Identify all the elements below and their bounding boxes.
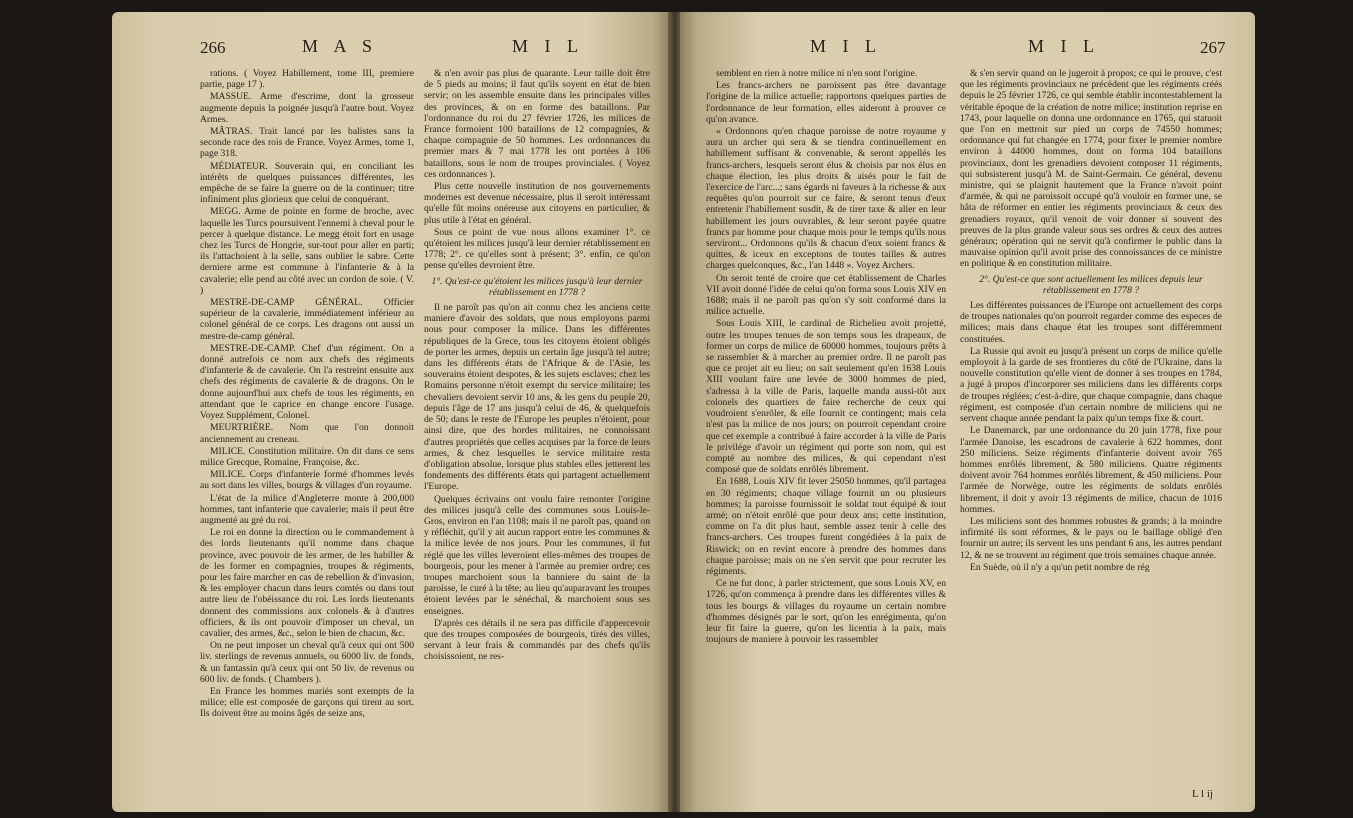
paragraph: Il ne paroît pas qu'on ait connu chez les anciens cette maniere d'avoir des soldats, que nous employons parmi nous pour composer la milice. Dans les différentes républiques de la Grece, tous les citoyens étoient obligés de porter les armes, depuis un certain âge jusqu'à tel autre; dans les différents états de l'Afrique & de l'Asie, les souverains étoient despotes, & les sujets esclaves; chez les Romains personne n'étoit exempt du service militaire; les chevaliers devoient servir 10 ans, & les gens du peuple 20, depuis l'âge de 17 ans jusqu'à celui de 46, & quelquefois de 50; dans le reste de l'Europe les peuples n'étoient, pour ainsi dire, que des hordes militaires, ne connoissant d'autres propriétés que celles acquises par la force de leurs armes, & chez lesquelles le service militaire resta d'obligation absolue, lorsque plus stables elles jetterent les fondements des différents états qui partagent actuellement l'Europe. xyxy=(424,302,650,493)
paragraph: rations. ( Voyez Habillement, tome III, premiere partie, page 17 ). xyxy=(200,68,414,91)
paragraph: En 1688, Louis XIV fit lever 25050 hommes, qu'il partagea en 30 régiments; chaque village fournit un ou plusieurs hommes; la paroisse fournissoit le soldat tout équipé & tout armé; on n'étoit enrôlé que pour deux ans; cette institution, comme on l'a dit plus haut, semble assez tenir à celle des francs-archers. Ces troupes furent congédiées à la paix de Riswick; on en revint encore à prendre des hommes dans chaque paroisse; mais on ne s'en servit que pour recruter les régiments. xyxy=(706,476,946,577)
paragraph: On ne peut imposer un cheval qu'à ceux qui ont 500 liv. sterlings de revenus annuels, ou 6000 liv. de fonds, & un fantassin qu'à ceux qui ont 50 liv. de revenus ou 600 liv. de fonds. ( Chambers ). xyxy=(200,640,414,685)
paragraph: D'après ces détails il ne sera pas difficile d'appercevoir que des troupes composées de bourgeois, tirés des villes, servant à leur frais & commandés par des chefs qu'ils choisissoient, ne res- xyxy=(424,617,650,663)
paragraph: On seroit tenté de croire que cet établissement de Charles VII avoit donné l'idée de celui qu'on forma sous Louis XIV en 1688; mais il ne paroît pas qu'on s'y soit conformé dans la milice actuelle. xyxy=(706,272,946,318)
paragraph: semblent en rien à notre milice ni n'en sont l'origine. xyxy=(716,68,918,79)
paragraph: Sous Louis XIII, le cardinal de Richelieu avoit projetté, outre les troupes tenues de son temps sous les drapeaux, de former un corps de milice de 60000 hommes, toujours prêts à se rassembler & à marcher au premier ordre. Il ne paroît pas que ce projet ait eu lieu; on sait seulement qu'en 1638 Louis XIII voulant faire une levée de 3000 hommes de pied, s'adressa à la ville de Paris, laquelle manda aussi-tôt aux colonels des quartiers de faire recherche de ceux qui voudroient s'enrôler, & elle fournit ce contingent; mais cela n'est pas la milice de nos jours; on pourroit cependant croire que cet exemple a contribué à faire accorder à la ville de Paris le privilége d'avoir un régiment qui porte son nom, qui est compté au nombre des milices, & qui cependant n'est composé que de soldats enrôlés librement. xyxy=(706,318,946,476)
paragraph: En Suède, où il n'y a qu'un petit nombre de rég xyxy=(970,561,1150,573)
paragraph: « Ordonnons qu'en chaque paroisse de notre royaume y aura un archer qui sera & se tiendra continuellement en habillement suffisant & convenable, & seront appellés les francs-archers, lesquels seront élus & choisis par nos élus en chaque élection, les plus droits & aisés pour le fait de l'exercice de l'arc...; sans égards ni faveurs à la richesse & aux requêtes qu'on pourroit sur ce faire, & seront tenus d'eux entretenir l'habillement susdit, & de tirer taxe & aller en leur habillement les jours ouvrables, & leur seront payée quatre francs par homme pour chaque mois pour le temps qu'ils nous serviront... Ordonnons qu'ils & chacun d'eux soient francs & quittes, & iceux en exceptons de toutes tailles & autres charges quelconques, &c., l'an 1448 ». Voyez Archers. xyxy=(706,126,946,272)
paragraph: Ce ne fut donc, à parler strictement, que sous Louis XV, en 1726, qu'on commença à prendre dans les différentes villes & tous les bourgs & villages du royaume un certain nombre d'hommes désignés par le sort, qu'on les enrégimenta, qu'on leur fit faire la guerre, qu'on les licentia à la paix, mais toujours de maniere à pouvoir les rassembler xyxy=(706,578,946,646)
page-number-left: 266 xyxy=(200,38,226,57)
left-page-column-2 xyxy=(424,68,650,794)
paragraph: Le Danemarck, par une ordonnance du 20 juin 1778, fixe pour l'armée Danoise, les escadrons de cavalerie à 622 hommes, dont 250 miliciens. Seize régiments d'infanterie doivent avoir 765 hommes enrôlés librement, & 580 miliciens. Quatre régiments doivent avoir 764 hommes enrôlés librement, & 450 miliciens. Pour l'armée de Norwège, outre les régiments de soldats enrôlés librement, il doit y avoir 13 régiments de milice, chacun de 1016 hommes. xyxy=(960,425,1222,515)
running-head-mil-right-2: M I L xyxy=(1028,36,1100,56)
paragraph: & s'en servir quand on le jugeroit à propos; ce qui le prouve, c'est que les régiments provinciaux ne précèdent que les régiments créés depuis le 25 février 1726, ce qui semble établir incontestablement la véritable époque de la création de notre milice; institution reprise en 1743, pour laquelle on donna une ordonnance en 1765, qui statuoit que l'on en mettroit sur pied un corps de 74550 hommes; ordonnance qui fut changée en 1774, pour fixer le premier nombre environ à 44000 hommes, dont on forma 104 bataillons provinciaux, dont les grenadiers devoient composer 11 régiments, qui subsisterent jusqu'à M. de Saint-Germain. Ce général, devenu ministre, qui se plaignit hautement que la France n'avoit point d'armée, & qui ne paroissoit occupé qu'à vouloir en former une, se hâta de réformer en entier les régiments provinciaux & ceux des grenadiers royaux, qu'il venoit de voir donner si souvent des preuves de la plus grande valeur sous ses ordres & ceux des autres généraux; opération qui ne servit qu'à confirmer le public dans la mauvaise opinion qu'il avoit prise des connoissances de ce ministre en politique & en constitution militaire. xyxy=(960,68,1222,270)
running-head-mil-left: M I L xyxy=(512,36,584,56)
paragraph: Sous ce point de vue nous allons examiner 1°. ce qu'étoient les milices jusqu'à leur dernier rétablissement en 1778; 2°. ce qu'elles sont à présent; 3°. enfin, ce qu'on pense qu'elles devroient être. xyxy=(424,226,650,272)
signature-mark: L l ij xyxy=(1192,788,1213,800)
left-page xyxy=(112,12,670,812)
right-page-column-1 xyxy=(706,68,946,794)
paragraph: Les francs-archers ne paroissent pas être davantage l'origine de la milice actuelle; rapportons quelques parties de l'ordonnance de leur formation, elles aideront à prouver ce qu'on avance. xyxy=(706,80,946,125)
page-number-right: 267 xyxy=(1200,38,1226,57)
paragraph: Les miliciens sont des hommes robustes & grands; à la moindre infirmité ils sont réformes, & le pays ou le baillage obligé d'en fournir un autre; ils servent les uns pendant 6 ans, les autres pendant 12, & ne se trouvent au régiment que trois semaines chaque année. xyxy=(960,515,1222,561)
paragraph: 2°. Qu'est-ce que sont actuellement les milices depuis leur rétablissement en 1778 ? xyxy=(979,273,1203,296)
paragraph: En France les hommes mariés sont exempts de la milice; elle est composée de garçons qui tirent au sort. Ils doivent être au moins âgés de seize ans, xyxy=(200,685,414,720)
left-page-column-1 xyxy=(200,68,414,794)
paragraph: MILICE. Corps d'infanterie formé d'hommes levés au sort dans les villes, bourgs & villages d'un royaume. xyxy=(200,469,414,492)
paragraph: La Russie qui avoit eu jusqu'à présent un corps de milice qu'elle employoit à la garde de ses frontieres du côté de l'Ukraine, dans la nouvelle constitution qu'elle vient de donner à ses troupes en 1784, a jugé à propos d'incorporer ses miliciens dans les différents corps de troupes réglées; c'est-à-dire, que chaque compagnie, dans chaque régiment, est composée d'un certain nombre de miliciens qui ne servent chaque année pendant la paix qu'un temps fixe & court. xyxy=(960,345,1222,425)
paragraph: MEURTRIÈRE. Nom que l'on donnoit anciennement au creneau. xyxy=(200,422,414,445)
paragraph: MASSUE. Arme d'escrime, dont la grosseur augmente depuis la poignée jusqu'à l'autre bout. Voyez Armes. xyxy=(200,91,414,125)
paragraph: Les différentes puissances de l'Europe ont actuellement des corps de troupes nationales qu'on pourroit regarder comme des especes de milices; mais dans chaque état les troupes sont différemment constituées. xyxy=(960,300,1222,345)
running-head-mil-right-1: M I L xyxy=(810,36,882,56)
paragraph: Plus cette nouvelle institution de nos gouvernements modernes est devenue nécessaire, plus il seroit intéressant qu'elle fût moins onéreuse aux citoyens en particulier, & plus utile à l'état en général. xyxy=(424,181,650,226)
paragraph: Le roi en donne la direction ou le commandement à des lords lieutenants qu'il nomme dans chaque province, avec pouvoir de les armer, de les habiller & de les former en compagnies, troupes & régiments, pour les faire marcher en cas de rebellion & d'invasion, & les employer chacun dans leurs comtés ou dans tout autre lieu de l'obéissance du roi. Les lords lieutenants donnent des commissions aux colonels & à d'autres officiers, & ils ont pouvoir d'imposer un cheval, un cavalier, des armes, &c., selon le bien de chacun, &c. xyxy=(200,527,414,639)
running-head-mas: M A S xyxy=(302,36,379,56)
paragraph: MÉDIATEUR. Souverain qui, en conciliant les intérêts de quelques puissances différentes, les empêche de se faire la guerre ou de la continuer; titre infiniment plus glorieux que celui de conquérant. xyxy=(200,160,414,206)
right-page-column-2 xyxy=(960,68,1222,794)
paragraph: & n'en avoir pas plus de quarante. Leur taille doit être de 5 pieds au moins; il faut qu'ils soyent en état de bien servir; on les assemble ensuite dans les principales villes des provinces, & on en forme des bataillons. Par l'ordonnance du roi du 27 février 1726, les milices de France formoient 100 bataillons de 12 compagnies, & chaque compagnie de 50 hommes. Les ordonnances du premier mars & 7 mai 1778 les ont portées à 106 bataillons, sous le nom de troupes provinciales. ( Voyez ces ordonnances ). xyxy=(424,68,650,180)
paragraph: L'état de la milice d'Angleterre monte à 200,000 hommes, tant infanterie que cavalerie; mais il peut être augmenté au gré du roi. xyxy=(200,492,414,526)
paragraph: MILICE. Constitution militaire. On dit dans ce sens milice Grecque, Romaine, Françoise, &c. xyxy=(200,445,414,468)
paragraph: 1°. Qu'est-ce qu'étoient les milices jusqu'à leur dernier rétablissement en 1778 ? xyxy=(431,275,643,298)
paragraph: MESTRE-DE-CAMP GÉNÉRAL. Officier supérieur de la cavalerie, immédiatement inférieur au colonel général de ce corps. Les dragons ont aussi un mestre-de-camp général. xyxy=(200,297,414,342)
paragraph: MÂTRAS. Trait lancé par les balistes sans la seconde race des rois de France. Voyez Armes, tome 1, page 318. xyxy=(200,126,414,160)
paragraph: Quelques écrivains ont voulu faire remonter l'origine des milices jusqu'à celle des communes sous Louis-le-Gros, environ en l'an 1108; mais il ne paroît pas, quand on y réfléchit, qu'il y ait aucun rapport entre les communes & la milice levée de nos jours. Pour les communes, il fut réglé que les villes leveroient elles-mêmes des troupes de bourgeois, pour les mener à l'armée au premier ordre; ces troupes marchoient sous la banniere du saint de la paroisse, le curé à la tête; au lieu qu'auparavant les troupes étoient levées par le sénéchal, & marchoient sous ses enseignes. xyxy=(424,493,650,617)
paragraph: MEGG. Arme de pointe en forme de broche, avec laquelle les Turcs poursuivent l'ennemi à cheval pour le percer à quelque distance. Le megg étoit fort en usage chez les Turcs de Hongrie, sur-tout pour aller en parti; ils l'attachoient à la selle, sans oublier le sabre. Cette derniere arme est commune à l'infanterie & à la cavalerie; elle pend au côté avec un cordon de soie. ( V. ) xyxy=(200,206,414,296)
right-page xyxy=(680,12,1255,812)
paragraph: MESTRE-DE-CAMP. Chef d'un régiment. On a donné autrefois ce nom aux chefs des régiments d'infanterie & de cavalerie. On l'a restreint ensuite aux chefs des régiments de cavalerie & de dragons. On le donne aujourd'hui aux chefs de tous les régiments, en attendant que le caprice en change encore l'usage. Voyez Supplément, Colonel. xyxy=(200,342,414,422)
